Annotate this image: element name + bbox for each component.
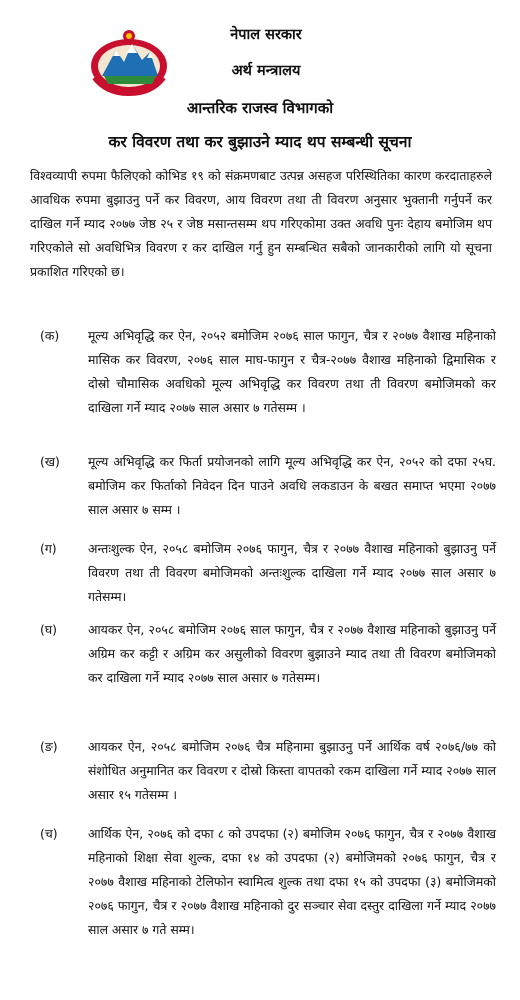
item-text: मूल्य अभिवृद्धि कर फिर्ता प्रयोजनको लागि मूल्य अभिवृद्धि कर ऐन, २०५२ को दफा २५घ. बमोजिम कर फिर्ताको निवेदन दिन पाउने अवधि लकडाउन के बखत समाप्त भएमा २०७७ साल असार ७ सम्म । bbox=[88, 454, 496, 517]
item-marker: (क) bbox=[40, 328, 60, 343]
department-name: आन्तरिक राजस्व विभागको bbox=[186, 99, 334, 117]
item-marker: (ग) bbox=[40, 541, 57, 556]
government-name: नेपाल सरकार bbox=[230, 27, 302, 43]
list-item bbox=[30, 618, 496, 690]
item-text: आर्थिक ऐन, २०७६ को दफा ८ को उपदफा (२) बमोजिम २०७६ फागुन, चैत्र र २०७७ वैशाख महिनाको शिक्षा सेवा शुल्क, दफा १४ को उपदफा (२) बमोजिमको २०७६ फागुन, चैत्र र २०७७ वैशाख महिनाको टेलिफोन स्वामित्व शुल्क तथा दफा १५ को उपदफा (३) बमोजिमको २०७६ फागुन, चैत्र र २०७७ वैशाख महिनाको दुर सञ्चार सेवा दस्तुर दाखिला गर्ने म्याद २०७७ साल असार ७ गते सम्म। bbox=[88, 826, 496, 937]
item-text: आयकर ऐन, २०५८ बमोजिम २०७६ साल फागुन, चैत्र र २०७७ वैशाख महिनाको बुझाउनु पर्ने अग्रिम कर कट्टी र अग्रिम कर असुलीको विवरण बुझाउने म्याद तथा ती विवरण बमोजिमको कर दाखिला गर्ने म्याद २०७७ साल असार ७ गतेसम्म। bbox=[88, 622, 496, 685]
list-item bbox=[30, 450, 496, 522]
item-marker: (ङ) bbox=[40, 739, 58, 754]
list-item bbox=[30, 324, 496, 420]
item-text: आयकर ऐन, २०५८ बमोजिम २०७६ चैत्र महिनामा बुझाउनु पर्ने आर्थिक वर्ष २०७६/७७ को संशोधित अनुमानित कर विवरण र दोस्रो किस्ता वापतको रकम दाखिला गर्ने म्याद २०७७ साल असार १५ गतेसम्म । bbox=[88, 739, 496, 802]
item-marker: (च) bbox=[40, 826, 58, 841]
list-item bbox=[30, 537, 496, 609]
nepal-emblem-icon bbox=[86, 28, 172, 98]
notice-title: कर विवरण तथा कर बुझाउने म्याद थप सम्बन्धी सूचना bbox=[108, 133, 412, 151]
item-text: अन्तःशुल्क ऐन, २०५८ बमोजिम २०७६ फागुन, चैत्र र २०७७ वैशाख महिनाको बुझाउनु पर्ने विवरण तथा ती विवरण बमोजिमको अन्तःशुल्क दाखिला गर्ने म्याद २०७७ साल असार ७ गतेसम्म। bbox=[88, 541, 496, 604]
item-marker: (घ) bbox=[40, 622, 57, 637]
item-text: मूल्य अभिवृद्धि कर ऐन, २०५२ बमोजिम २०७६ साल फागुन, चैत्र र २०७७ वैशाख महिनाको मासिक कर विवरण, २०७६ साल माघ-फागुन र चैत्र-२०७७ वैशाख महिनाको द्विमासिक र दोस्रो चौमासिक अवधिको मूल्य अभिवृद्धि कर विवरण तथा ती विवरण बमोजिमको कर दाखिला गर्ने म्याद २०७७ साल असार ७ गतेसम्म । bbox=[88, 328, 496, 415]
list-item bbox=[30, 822, 496, 942]
intro-paragraph: विश्वव्यापी रुपमा फैलिएको कोभिड १९ को संक्रमणबाट उत्पन्न असहज परिस्थितिका कारण करदाताहरुले आवधिक रुपमा बुझाउनु पर्ने कर विवरण, आय विवरण तथा ती विवरण अनुसार भुक्तानी गर्नुपर्ने कर दाखिल गर्ने म्याद २०७७ जेष्ठ २५ र जेष्ठ मसान्तसम्म थप गरिएकोमा उक्त अवधि पुनः देहाय बमोजिम थप गरिएकोले सो अवधिभित्र विवरण र कर दाखिल गर्नु हुन सम्बन्धित सबैको जानकारीको लागि यो सूचना प्रकाशित गरिएको छ। bbox=[30, 168, 492, 279]
item-marker: (ख) bbox=[40, 454, 60, 469]
list-item bbox=[30, 735, 496, 807]
ministry-name: अर्थ मन्त्रालय bbox=[231, 63, 301, 79]
